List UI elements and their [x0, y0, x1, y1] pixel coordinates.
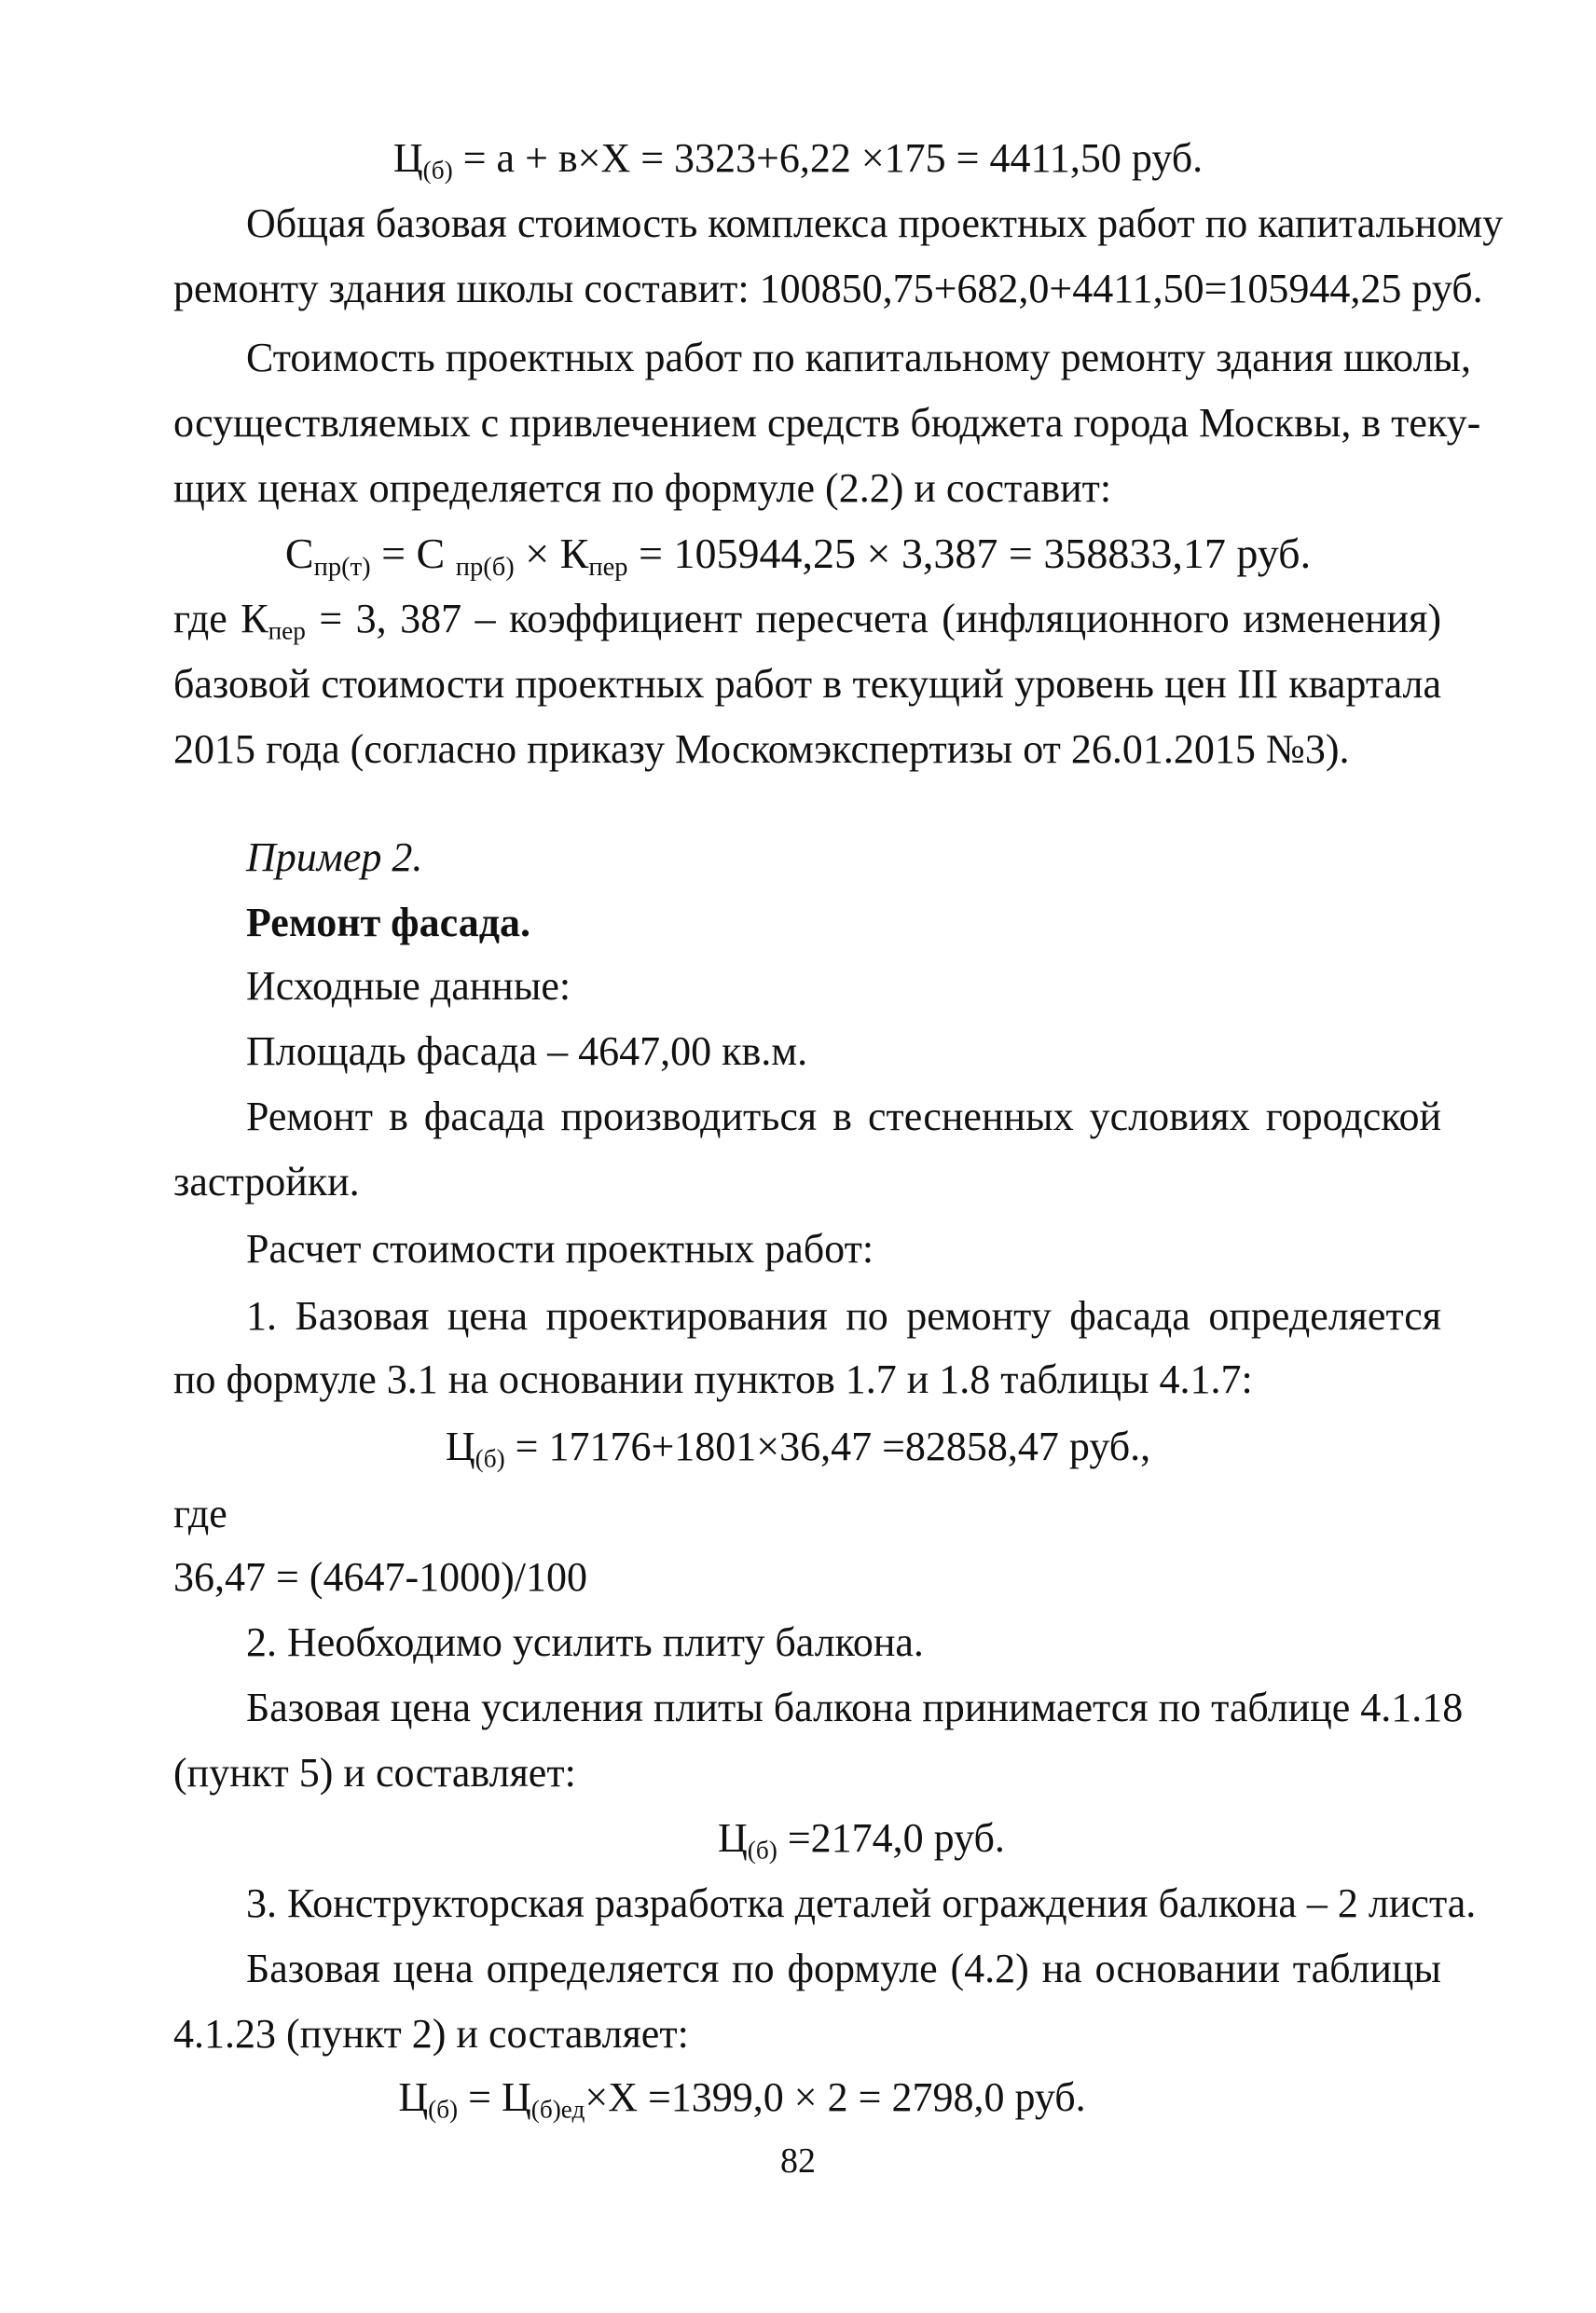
paragraph-line: щих ценах определяется по формуле (2.2) и составит: — [173, 465, 1112, 511]
formula-text: =2174,0 руб. — [777, 1815, 1005, 1861]
paragraph-line: 3. Конструкторская разработка деталей ограждения балкона – 2 листа. — [246, 1880, 1477, 1926]
paragraph-line: застройки. — [173, 1159, 360, 1205]
formula-cost-current — [0, 528, 1596, 580]
formula-text: = а + в×Х = 3323+6,22 ×175 = 4411,50 руб. — [452, 135, 1204, 181]
formula-subscript: пр(т) — [313, 552, 371, 582]
formula-text: Ц — [392, 135, 423, 181]
formula-text: Ц — [445, 1424, 475, 1469]
paragraph-line: Исходные данные: — [246, 963, 571, 1009]
paragraph-line: Расчет стоимости проектных работ: — [246, 1226, 874, 1272]
paragraph-line: базовой стоимости проектных работ в текущий уровень цен III квартала — [173, 661, 1441, 707]
formula-price-balcony — [718, 1812, 1005, 1865]
paragraph-line: 2. Необходимо усилить плиту балкона. — [246, 1619, 924, 1665]
formula-price-1 — [0, 132, 1596, 185]
paragraph-text: = 3, 387 – коэффициент пересчета (инфляционного изменения) — [305, 596, 1441, 641]
formula-subscript: (б) — [428, 2095, 459, 2124]
formula-text: Ц — [718, 1815, 748, 1861]
paragraph-line: 2015 года (согласно приказу Москомэкспертизы от 26.01.2015 №3). — [173, 726, 1350, 772]
formula-subscript: (б)ед — [530, 2095, 585, 2124]
paragraph-line: Базовая цена усиления плиты балкона принимается по таблице 4.1.18 — [246, 1685, 1464, 1730]
formula-subscript: пер — [268, 616, 306, 645]
page-number: 82 — [780, 2141, 816, 2181]
formula-subscript: пр(б) — [455, 552, 515, 582]
paragraph-line: по формуле 3.1 на основании пунктов 1.7 и 1.8 таблицы 4.1.7: — [173, 1356, 1253, 1402]
paragraph-line: осуществляемых с привлечением средств бюджета города Москвы, в теку- — [173, 400, 1481, 446]
paragraph-line: Ремонт в фасада производиться в стесненных условиях городской — [246, 1094, 1441, 1139]
formula-text: = С — [370, 530, 456, 577]
formula-text: = Ц — [458, 2074, 531, 2120]
formula-subscript: (б) — [422, 156, 453, 185]
paragraph-line: Общая базовая стоимость комплекса проектных работ по капитальному — [246, 200, 1504, 246]
example-label: Пример 2. — [246, 834, 423, 880]
formula-subscript: пер — [588, 552, 628, 582]
formula-text: ×Х =1399,0 × 2 = 2798,0 руб. — [585, 2074, 1086, 2120]
paragraph-line: 1. Базовая цена проектирования по ремонту фасада определяется — [246, 1293, 1441, 1339]
paragraph-line: где — [173, 1491, 227, 1536]
section-heading: Ремонт фасада. — [246, 900, 530, 945]
formula-text: С — [284, 530, 314, 577]
formula-text: Ц — [398, 2074, 429, 2120]
paragraph-line — [173, 593, 1441, 645]
formula-text: = 17176+1801×36,47 =82858,47 руб., — [504, 1424, 1151, 1469]
formula-price-railing — [0, 2072, 1540, 2124]
paragraph-line: (пункт 5) и составляет: — [173, 1750, 576, 1796]
formula-subscript: (б) — [475, 1444, 505, 1473]
paragraph-text: где К — [173, 596, 268, 641]
paragraph-line: 4.1.23 (пункт 2) и составляет: — [173, 2011, 689, 2057]
formula-text: = 105944,25 × 3,387 = 358833,17 руб. — [627, 530, 1312, 577]
formula-subscript: (б) — [747, 1836, 777, 1865]
formula-text: × К — [514, 530, 589, 577]
formula-line: 36,47 = (4647-1000)/100 — [173, 1554, 587, 1600]
paragraph-line: Базовая цена определяется по формуле (4.2) на основании таблицы — [246, 1946, 1441, 1991]
formula-price-facade — [0, 1421, 1596, 1473]
paragraph-line: ремонту здания школы составит: 100850,75+682,0+4411,50=105944,25 руб. — [173, 266, 1483, 311]
paragraph-line: Стоимость проектных работ по капитальному ремонту здания школы, — [246, 335, 1471, 380]
paragraph-line: Площадь фасада – 4647,00 кв.м. — [246, 1028, 808, 1074]
